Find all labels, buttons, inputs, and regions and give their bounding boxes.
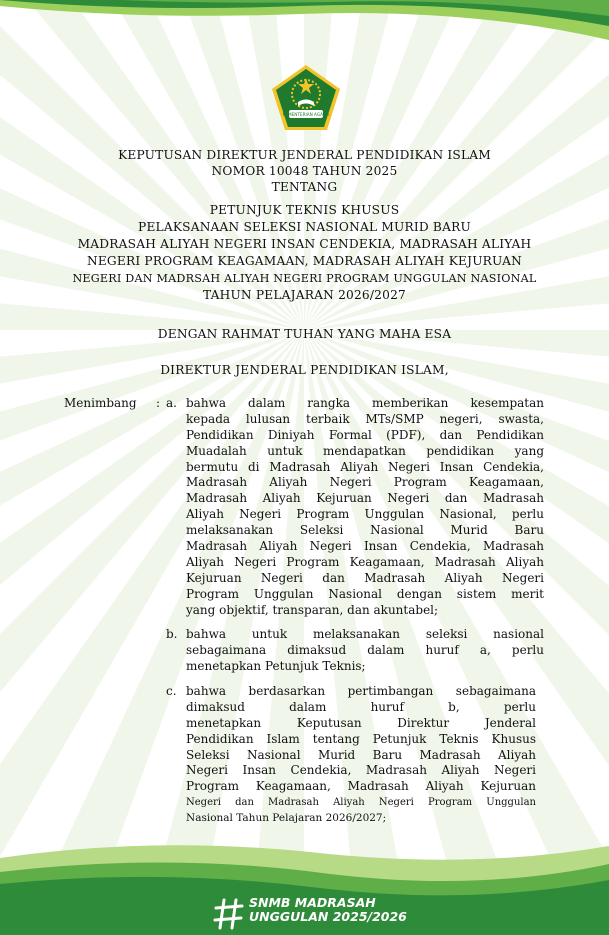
text-line: Madrasah Aliyah Negeri Program Keagamaan, xyxy=(186,475,544,490)
brand-line-2: UNGGULAN 2025/2026 xyxy=(249,909,407,924)
text-line: Muadalah untuk mendapatkan pendidikan yang xyxy=(186,443,544,458)
text-line: melaksanakan Seleksi Nasional Murid Baru xyxy=(186,523,544,538)
text-line: Nasional Tahun Pelajaran 2026/2027; xyxy=(186,812,387,825)
text-line: Seleksi Nasional Murid Baru Madrasah Aliyah xyxy=(186,747,536,762)
text-line: Pendidikan Islam tentang Petunjuk Teknis Khusus xyxy=(186,731,536,746)
svg-text:KEMENTERIAN AGAMA: KEMENTERIAN AGAMA xyxy=(282,112,330,117)
item-letter: a. xyxy=(166,396,177,410)
text-line: Negeri Insan Cendekia, Madrasah Aliyah Negeri xyxy=(186,763,536,778)
text-line: bahwa dalam rangka memberikan kesempatan xyxy=(186,396,544,410)
text-line: Madrasah Aliyah Kejuruan Negeri dan Madrasah xyxy=(186,491,544,506)
menimbang-label: Menimbang xyxy=(64,396,137,410)
decree-title xyxy=(0,202,609,304)
text-line: Kejuruan Negeri dan Madrasah Aliyah Negeri xyxy=(186,570,544,585)
text-line: yang objektif, transparan, dan akuntabel; xyxy=(186,602,439,617)
text-line: Negeri dan Madrasah Aliyah Negeri Program Unggulan xyxy=(186,797,536,809)
decree-number: NOMOR 10048 TAHUN 2025 xyxy=(211,164,398,178)
title-line: NEGERI DAN MADRSAH ALIYAH NEGERI PROGRAM UNGGULAN NASIONAL xyxy=(72,272,537,285)
kemenag-logo xyxy=(271,64,341,132)
title-line: PETUNJUK TEKNIS KHUSUS xyxy=(209,203,400,217)
item-a-text xyxy=(186,396,544,618)
decree-header xyxy=(0,147,609,195)
item-letter: c. xyxy=(166,684,177,698)
decree-tentang: TENTANG xyxy=(271,180,338,194)
title-line: MADRASAH ALIYAH NEGERI INSAN CENDEKIA, MADRASAH ALIYAH xyxy=(77,237,532,251)
text-line: kepada lulusan terbaik MTs/SMP negeri, swasta, xyxy=(186,411,544,426)
item-b-text xyxy=(186,627,544,675)
text-line: Aliyah Negeri Program Unggulan Nasional, perlu xyxy=(186,507,544,522)
title-line: NEGERI PROGRAM KEAGAMAAN, MADRASAH ALIYAH KEJURUAN xyxy=(86,254,523,268)
footer-brand xyxy=(249,896,407,924)
text-line: Madrasah Aliyah Negeri Insan Cendekia, Madrasah xyxy=(186,539,544,554)
title-line: PELAKSANAAN SELEKSI NASIONAL MURID BARU xyxy=(138,220,471,234)
text-line: Program Keagamaan, Madrasah Aliyah Kejuruan xyxy=(186,779,536,794)
text-line: menetapkan Keputusan Direktur Jenderal xyxy=(186,715,536,730)
decree-issuer: KEPUTUSAN DIREKTUR JENDERAL PENDIDIKAN ISLAM xyxy=(118,148,491,162)
text-line: dimaksud dalam huruf b, perlu xyxy=(186,699,536,714)
text-line: bahwa untuk melaksanakan seleksi nasional xyxy=(186,627,544,641)
brand-line-1: SNMB MADRASAH xyxy=(249,895,376,910)
text-line: bermutu di Madrasah Aliyah Negeri Insan Cendekia, xyxy=(186,459,544,474)
item-c-text xyxy=(186,684,536,827)
text-line: Aliyah Negeri Program Keagamaan, Madrasah Aliyah xyxy=(186,554,544,569)
text-line: Program Unggulan Nasional dengan sistem merit xyxy=(186,586,544,601)
direktur-line: DIREKTUR JENDERAL PENDIDIKAN ISLAM, xyxy=(160,363,449,377)
hashtag-icon xyxy=(212,896,248,932)
title-line: TAHUN PELAJARAN 2026/2027 xyxy=(202,288,407,302)
text-line: bahwa berdasarkan pertimbangan sebagaimana xyxy=(186,684,536,698)
text-line: Pendidikan Diniyah Formal (PDF), dan Pendidikan xyxy=(186,427,544,442)
rahmat-line: DENGAN RAHMAT TUHAN YANG MAHA ESA xyxy=(157,327,452,341)
item-letter: b. xyxy=(166,627,178,641)
text-line: sebagaimana dimaksud dalam huruf a, perlu xyxy=(186,642,544,657)
menimbang-colon: : xyxy=(156,396,161,410)
text-line: menetapkan Petunjuk Teknis; xyxy=(186,658,366,673)
